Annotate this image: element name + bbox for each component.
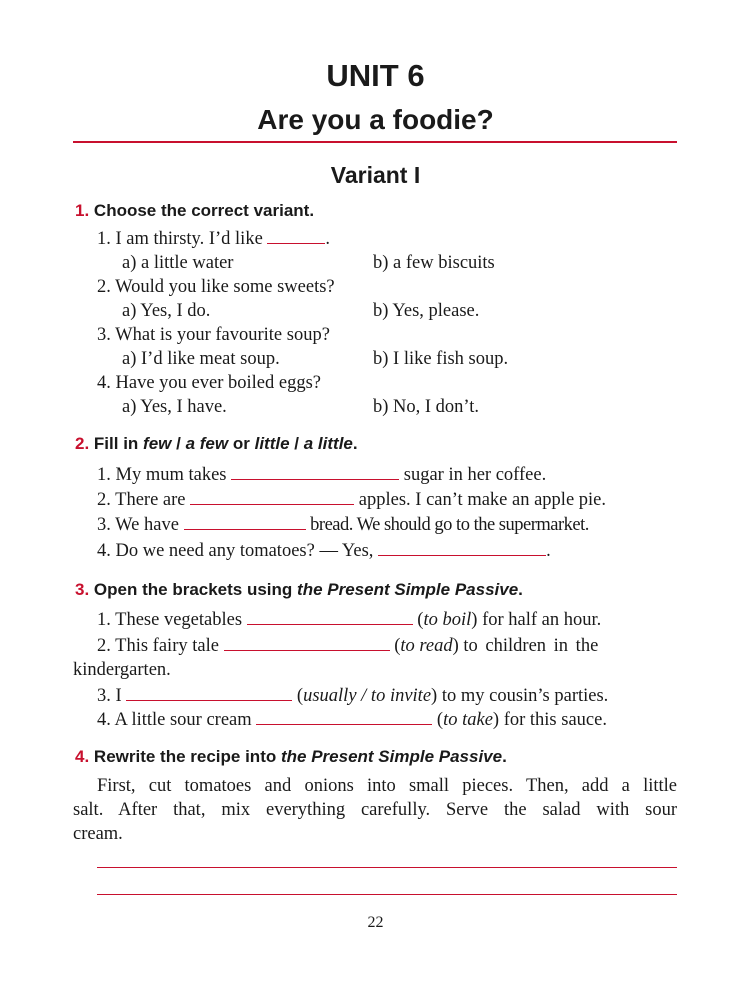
- answer-write-line[interactable]: [97, 894, 677, 895]
- answer-blank[interactable]: [231, 465, 399, 480]
- answer-blank[interactable]: [247, 610, 413, 625]
- fill-sentence-2: 2. There are apples. I can’t make an apple pie.: [97, 490, 607, 510]
- instruction-text: Choose the correct variant.: [93, 201, 315, 220]
- answer-write-line[interactable]: [97, 867, 677, 868]
- task-1-instruction: [75, 201, 314, 221]
- recipe-text-line-1: First, cut tomatoes and onions into small pieces. Then, add a little: [97, 776, 677, 796]
- fill-sentence-3: 3. We have bread. We should go to the supermarket.: [97, 515, 589, 535]
- option-b[interactable]: b) I like fish soup.: [373, 349, 509, 369]
- option-b[interactable]: b) a few biscuits: [373, 253, 495, 273]
- answer-blank[interactable]: [267, 229, 325, 244]
- option-a[interactable]: a) a little water: [122, 253, 234, 273]
- task-4-instruction: 4. Rewrite the recipe into the Present Simple Passive.: [75, 747, 507, 766]
- passive-sentence-2-cont: kindergarten.: [73, 660, 171, 680]
- task-2-instruction: 2. Fill in few / a few or little / a little.: [75, 434, 358, 453]
- answer-blank[interactable]: [126, 686, 292, 701]
- page-number: 22: [367, 914, 384, 931]
- option-a[interactable]: a) Yes, I have.: [122, 397, 227, 417]
- recipe-text-line-2: salt. After that, mix everything carefully. Serve the salad with sour: [73, 800, 677, 820]
- answer-blank[interactable]: [256, 710, 432, 725]
- fill-sentence-1: 1. My mum takes sugar in her coffee.: [97, 465, 547, 485]
- option-a[interactable]: a) I’d like meat soup.: [122, 349, 280, 369]
- passive-sentence-4: 4. A little sour cream (to take) for this sauce.: [97, 710, 607, 730]
- answer-blank[interactable]: [224, 636, 390, 651]
- question-4: 4. Have you ever boiled eggs?: [97, 373, 321, 393]
- option-b[interactable]: b) No, I don’t.: [373, 397, 480, 417]
- fill-sentence-4: 4. Do we need any tomatoes? — Yes, .: [97, 541, 551, 561]
- recipe-text-line-3: cream.: [73, 824, 123, 844]
- task-number: 4.: [75, 747, 90, 766]
- option-a[interactable]: a) Yes, I do.: [122, 301, 211, 321]
- question-2: 2. Would you like some sweets?: [97, 277, 335, 297]
- option-b[interactable]: b) Yes, please.: [373, 301, 480, 321]
- answer-blank[interactable]: [184, 515, 306, 530]
- task-number: 1.: [75, 201, 90, 220]
- answer-blank[interactable]: [190, 490, 354, 505]
- question-3: 3. What is your favourite soup?: [97, 325, 330, 345]
- title-divider: [73, 141, 677, 143]
- variant-heading: Variant I: [330, 162, 421, 188]
- answer-blank[interactable]: [378, 541, 546, 556]
- task-number: 3.: [75, 580, 90, 599]
- passive-sentence-3: 3. I (usually / to invite) to my cousin’s parties.: [97, 686, 609, 706]
- unit-heading: UNIT 6: [326, 58, 425, 93]
- question-1: 1. I am thirsty. I’d like .: [97, 229, 331, 249]
- passive-sentence-2: 2. This fairy tale (to read) to children in the: [97, 636, 599, 656]
- passive-sentence-1: 1. These vegetables (to boil) for half an hour.: [97, 610, 602, 630]
- task-3-instruction: 3. Open the brackets using the Present Simple Passive.: [75, 580, 523, 599]
- page-title: Are you a foodie?: [257, 104, 494, 135]
- task-number: 2.: [75, 434, 90, 453]
